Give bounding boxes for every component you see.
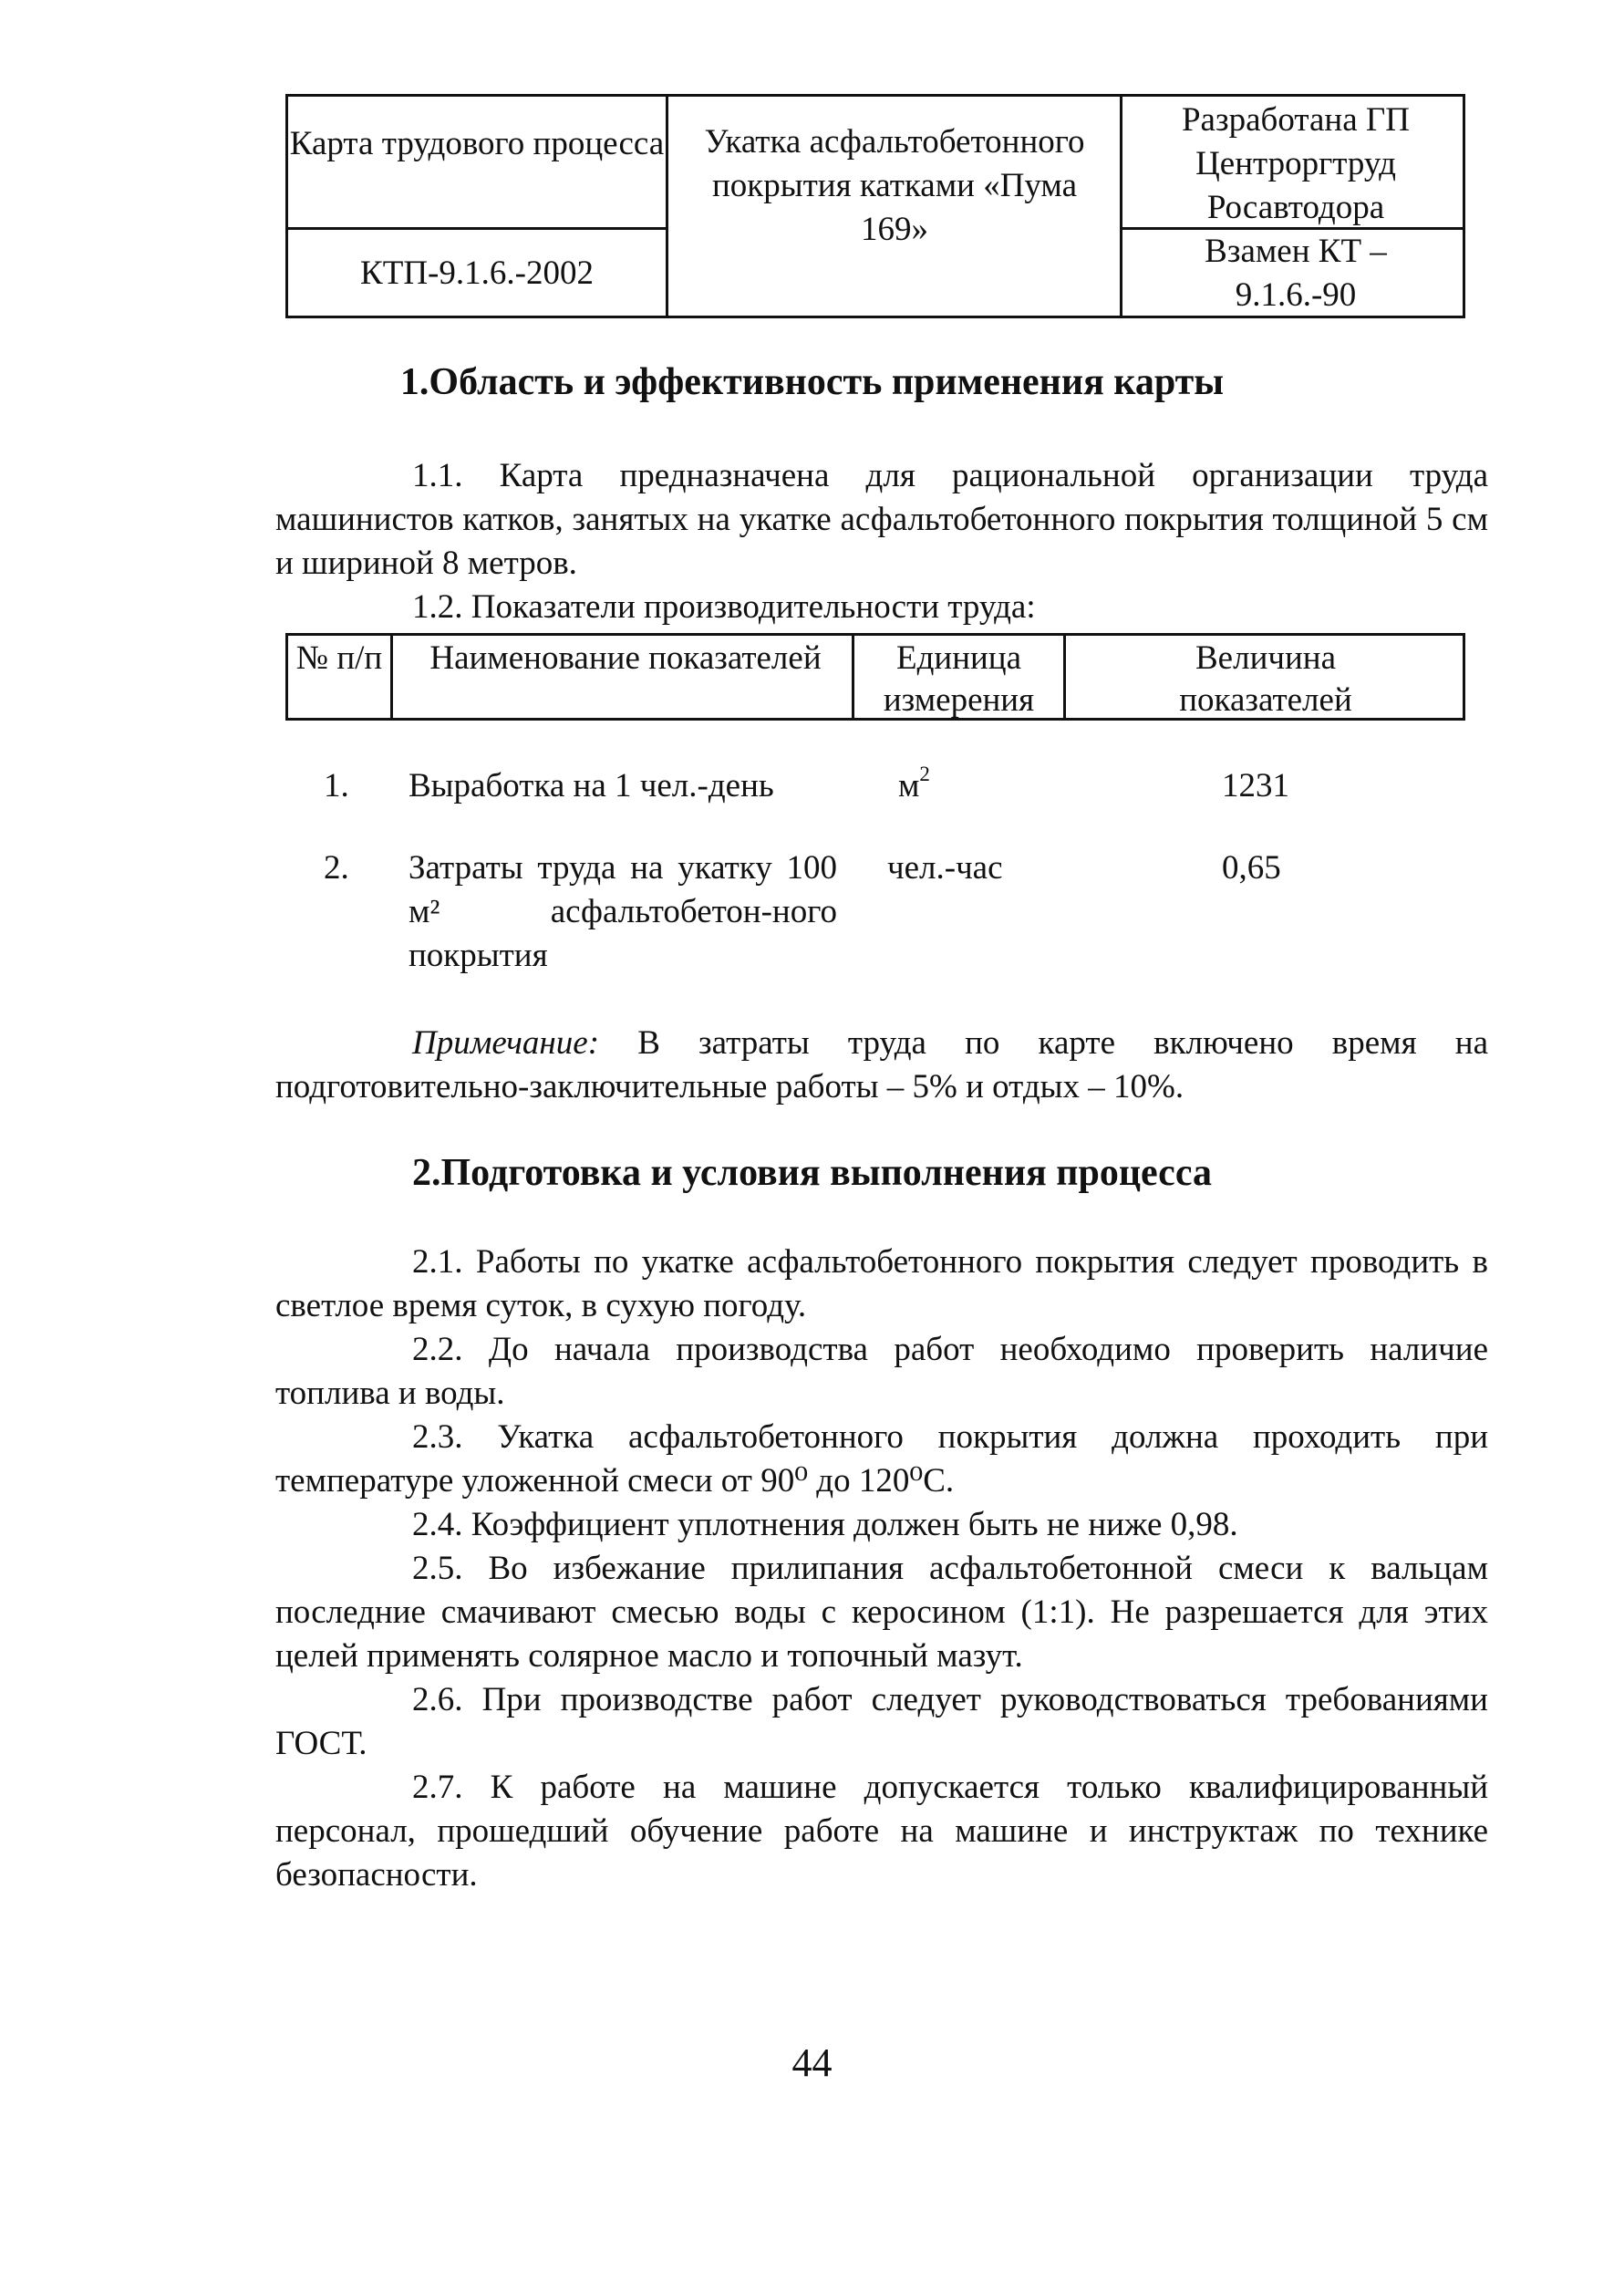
paragraph-2-4: 2.4. Коэффициент уплотнения должен быть не ниже 0,98.	[412, 1506, 1238, 1543]
column-header-value: Величина показателей	[1179, 639, 1352, 719]
developed-by: Разработана ГП Центроргтруд Росавтодора	[1181, 101, 1410, 226]
header-divider	[666, 97, 668, 316]
paragraph-1-1: 1.1. Карта предназначена для рациональной организации труда машинистов катков, занятых на укатке асфальтобетонного покрытия толщиной 5 см и шириной 8 метров.	[275, 457, 1488, 582]
row-1-name: Выработка на 1 чел.-день	[409, 767, 774, 804]
section-2-heading: 2.Подготовка и условия выполнения процесса	[412, 1152, 1212, 1194]
row-2-name: Затраты труда на укатку 100 м² асфальтобетон-ного покрытия	[409, 849, 837, 974]
header-divider	[1120, 97, 1122, 316]
note	[275, 1022, 1488, 1109]
card-label: Карта трудового процесса	[289, 125, 665, 162]
paragraph-2-7: 2.7. К работе на машине допускается только квалифицированный персонал, прошедший обучение работе на машине и инструктаж по технике безопасности.	[275, 1769, 1488, 1894]
paragraph-1-2: 1.2. Показатели производительности труда:	[412, 588, 1036, 626]
row-1-value: 1231	[1222, 767, 1289, 804]
paragraph-2-1: 2.1. Работы по укатке асфальтобетонного покрытия следует проводить в светлое время суток, в сухую погоду.	[275, 1243, 1488, 1324]
row-1-unit: $м^2$	[898, 762, 930, 804]
indicators-table-header	[285, 633, 1465, 721]
note-text: В затраты труда по карте включено время на подготовительно-заключительные работы – 5% и отдых – 10%.	[275, 1024, 1489, 1105]
row-2-unit: чел.-час	[887, 849, 1003, 887]
column-header-unit: Единица измерения	[883, 639, 1035, 719]
paragraph-2-6: 2.6. При производстве работ следует руководствоваться требованиями ГОСТ.	[275, 1681, 1488, 1762]
replaces-note: Взамен КТ – 9.1.6.-90	[1205, 233, 1387, 314]
header-table	[285, 94, 1465, 318]
row-2-num: 2.	[324, 849, 349, 887]
page-number: 44	[791, 2040, 833, 2085]
paragraph-2-3: 2.3. Укатка асфальтобетонного покрытия должна проходить при температуре уложенной смеси от 90⁰ до 120⁰С.	[275, 1418, 1488, 1500]
column-header-name: Наименование показателей	[429, 639, 822, 677]
row-2-value: 0,65	[1222, 849, 1281, 887]
table-divider	[390, 636, 393, 718]
card-code: КТП-9.1.6.-2002	[360, 254, 594, 292]
paragraph-2-5: 2.5. Во избежание прилипания асфальтобетонной смеси к вальцам последние смачивают смесью воды с керосином (1:1). Не разрешается для этих целей применять солярное масло и топочный мазут.	[275, 1550, 1488, 1675]
section-1-heading: 1.Область и эффективность применения карты	[399, 361, 1225, 403]
column-header-num: № п/п	[295, 639, 383, 677]
card-title: Укатка асфальтобетонного покрытия катками «Пума 169»	[704, 123, 1085, 248]
paragraph-2-2: 2.2. До начала производства работ необходимо проверить наличие топлива и воды.	[275, 1331, 1488, 1412]
note-label: Примечание:	[412, 1024, 600, 1062]
row-1-num: 1.	[324, 767, 349, 804]
header-divider	[288, 227, 666, 230]
